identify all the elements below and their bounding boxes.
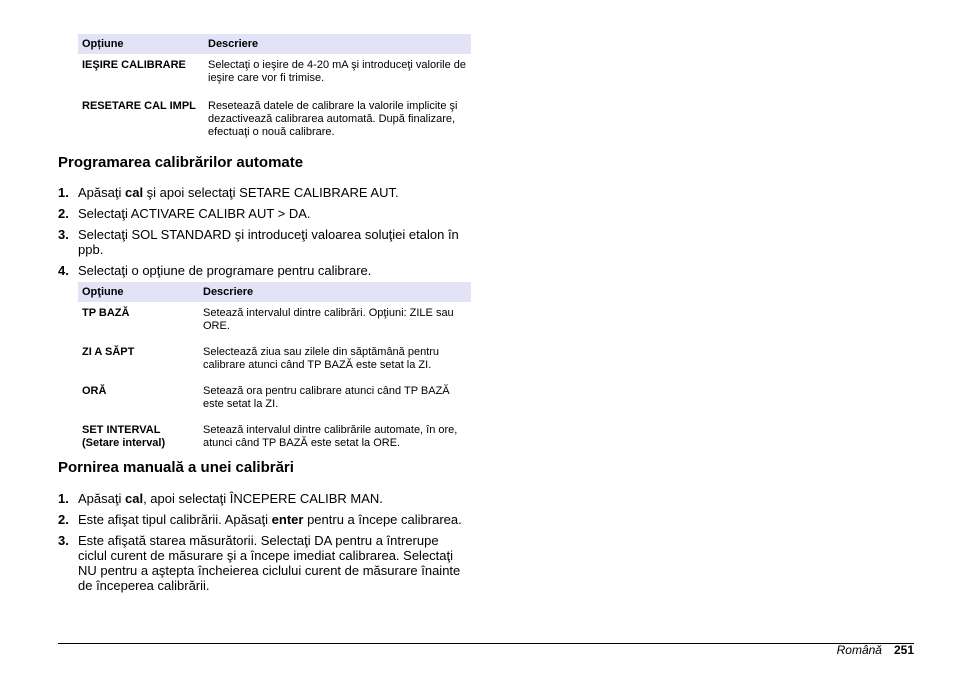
- page-number: 251: [893, 643, 914, 657]
- table-header-row: [78, 282, 471, 302]
- table-row: [78, 419, 471, 454]
- page-footer: [837, 643, 914, 657]
- step-key-bold: enter: [271, 512, 304, 527]
- column-header-option: Opțiune: [78, 34, 204, 54]
- table-header-row: [78, 34, 471, 54]
- option-name: ORĂ: [82, 385, 107, 397]
- options-table-schedule: [78, 282, 471, 454]
- list-item: [58, 227, 468, 257]
- list-item: [58, 263, 468, 278]
- table-row: [78, 302, 471, 341]
- step-number: 1.: [58, 491, 69, 506]
- column-header-description: Descriere: [204, 34, 471, 54]
- option-description: Setează intervalul dintre calibrările automate, în ore, atunci când TP BAZĂ este setat la ORE.: [203, 424, 458, 449]
- step-number: 2.: [58, 512, 69, 527]
- step-text: Selectaţi o opţiune de programare pentru calibrare.: [78, 263, 372, 278]
- table-row: [78, 380, 471, 419]
- option-name: SET INTERVAL (Setare interval): [82, 424, 166, 449]
- footer-language: Română: [836, 643, 882, 657]
- option-name: IEŞIRE CALIBRARE: [82, 59, 186, 71]
- option-description: Resetează datele de calibrare la valorile implicite şi dezactivează calibrarea automată. După finalizare, efectuaţi o nouă calibrare.: [208, 100, 458, 138]
- option-name: RESETARE CAL IMPL: [82, 100, 196, 112]
- column-header-description: Descriere: [199, 282, 471, 302]
- table-row: [78, 54, 471, 95]
- options-table-calibration: [78, 34, 471, 143]
- step-text: Este afişată starea măsurătorii. Selectaţi DA pentru a întrerupe ciclul curent de măsurare şi a începe imediat calibrarea. Selectaţi NU pentru a aştepta încheierea ciclului curent de măsurare înainte de începerea calibrării.: [78, 533, 461, 593]
- step-key-bold: cal: [124, 491, 144, 506]
- list-item: [58, 206, 468, 221]
- list-item: [58, 512, 468, 527]
- list-item: [58, 491, 468, 506]
- option-name: TP BAZĂ: [82, 307, 130, 319]
- list-item: [58, 533, 468, 593]
- step-text: Selectaţi ACTIVARE CALIBR AUT > DA.: [78, 206, 311, 221]
- step-number: 1.: [58, 185, 69, 200]
- table-row: [78, 95, 471, 143]
- step-number: 3.: [58, 227, 69, 242]
- option-description: Setează ora pentru calibrare atunci când TP BAZĂ este setat la ZI.: [203, 385, 450, 410]
- step-text: Apăsaţi: [78, 185, 125, 200]
- step-text: Este afişat tipul calibrării. Apăsaţi: [78, 512, 272, 527]
- footer-divider: [58, 643, 914, 644]
- option-description: Selectaţi o ieşire de 4-20 mA şi introduceţi valorile de ieşire care vor fi trimise.: [208, 59, 467, 84]
- option-description: Selectează ziua sau zilele din săptămână pentru calibrare atunci când TP BAZĂ este setat la ZI.: [203, 346, 440, 371]
- column-header-option: Opţiune: [78, 282, 199, 302]
- section-title-automatic-calibration: Programarea calibrărilor automate: [58, 154, 304, 171]
- table-row: [78, 341, 471, 380]
- step-number: 2.: [58, 206, 69, 221]
- step-text-end: , apoi selectaţi ÎNCEPERE CALIBR MAN.: [143, 491, 383, 506]
- step-number: 3.: [58, 533, 69, 548]
- step-text-end: şi apoi selectaţi SETARE CALIBRARE AUT.: [143, 185, 399, 200]
- option-name: ZI A SĂPT: [82, 346, 135, 358]
- step-key-bold: cal: [124, 185, 144, 200]
- step-text-end: pentru a începe calibrarea.: [303, 512, 462, 527]
- option-description: Setează intervalul dintre calibrări. Opţiuni: ZILE sau ORE.: [203, 307, 454, 332]
- step-text: Apăsaţi: [78, 491, 125, 506]
- step-number: 4.: [58, 263, 69, 278]
- step-text: Selectaţi SOL STANDARD şi introduceţi valoarea soluţiei etalon în ppb.: [78, 227, 459, 257]
- list-item: [58, 185, 468, 200]
- steps-list-automatic-calibration: [58, 185, 468, 284]
- steps-list-manual-calibration: [58, 491, 468, 599]
- section-title-manual-calibration: Pornirea manuală a unei calibrări: [58, 459, 294, 476]
